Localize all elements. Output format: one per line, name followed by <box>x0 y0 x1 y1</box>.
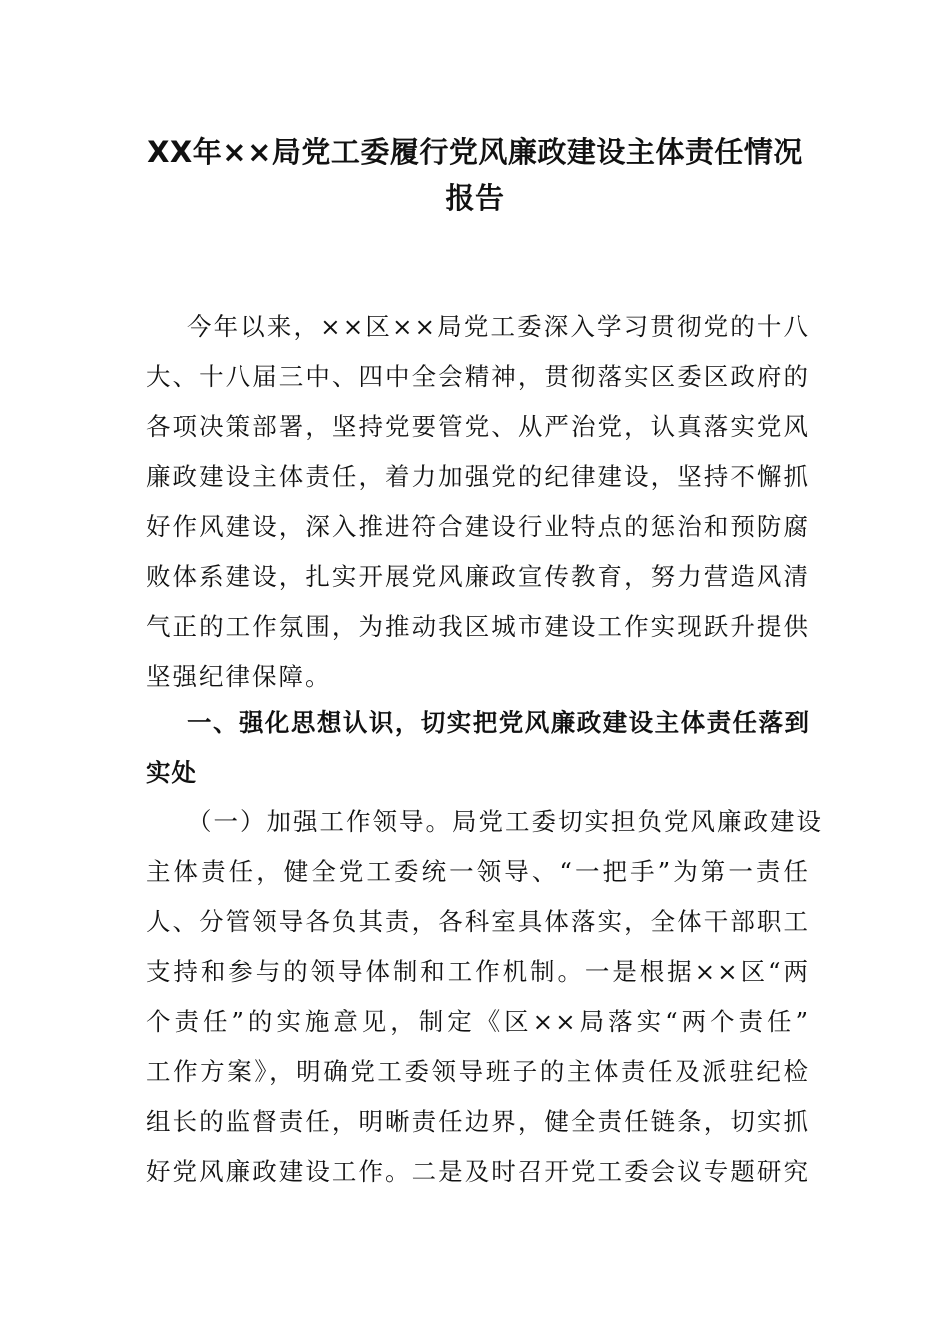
intro-paragraph <box>146 302 810 702</box>
paragraph-line: 大、十八届三中、四中全会精神，贯彻落实区委区政府的 <box>146 362 810 391</box>
paragraph-line: 气正的工作氛围，为推动我区城市建设工作实现跃升提供 <box>146 612 810 641</box>
paragraph-line: 好党风廉政建设工作。二是及时召开党工委会议专题研究 <box>146 1157 810 1186</box>
section-1-heading <box>146 698 810 798</box>
paragraph-line: 败体系建设，扎实开展党风廉政宣传教育，努力营造风清 <box>146 562 810 591</box>
paragraph-line: 好作风建设，深入推进符合建设行业特点的惩治和预防腐 <box>146 512 810 541</box>
paragraph-line: 支持和参与的领导体制和工作机制。一是根据××区“两 <box>146 957 810 986</box>
section-1-paragraph-1 <box>146 797 823 1197</box>
paragraph-line: 人、分管领导各负其责，各科室具体落实，全体干部职工 <box>146 907 810 936</box>
document-title-line-1: XX年××局党工委履行党风廉政建设主体责任情况 <box>147 135 803 169</box>
paragraph-line: 主体责任，健全党工委统一领导、“一把手”为第一责任 <box>146 857 810 886</box>
heading-line: 实处 <box>146 758 197 787</box>
paragraph-line: 个责任”的实施意见，制定《区××局落实“两个责任” <box>146 1007 810 1036</box>
paragraph-line: 坚强纪律保障。 <box>146 662 332 691</box>
heading-line: 一、强化思想认识，切实把党风廉政建设主体责任落到 <box>187 708 810 737</box>
paragraph-line: 廉政建设主体责任，着力加强党的纪律建设，坚持不懈抓 <box>146 462 810 491</box>
paragraph-line: 组长的监督责任，明晰责任边界，健全责任链条，切实抓 <box>146 1107 810 1136</box>
paragraph-line: 今年以来，××区××局党工委深入学习贯彻党的十八 <box>187 312 810 341</box>
paragraph-line: 工作方案》，明确党工委领导班子的主体责任及派驻纪检 <box>146 1057 810 1086</box>
document-title-line-2: 报告 <box>445 181 505 215</box>
paragraph-line: （一）加强工作领导。局党工委切实担负党风廉政建设 <box>187 807 823 836</box>
paragraph-line: 各项决策部署，坚持党要管党、从严治党，认真落实党风 <box>146 412 810 441</box>
